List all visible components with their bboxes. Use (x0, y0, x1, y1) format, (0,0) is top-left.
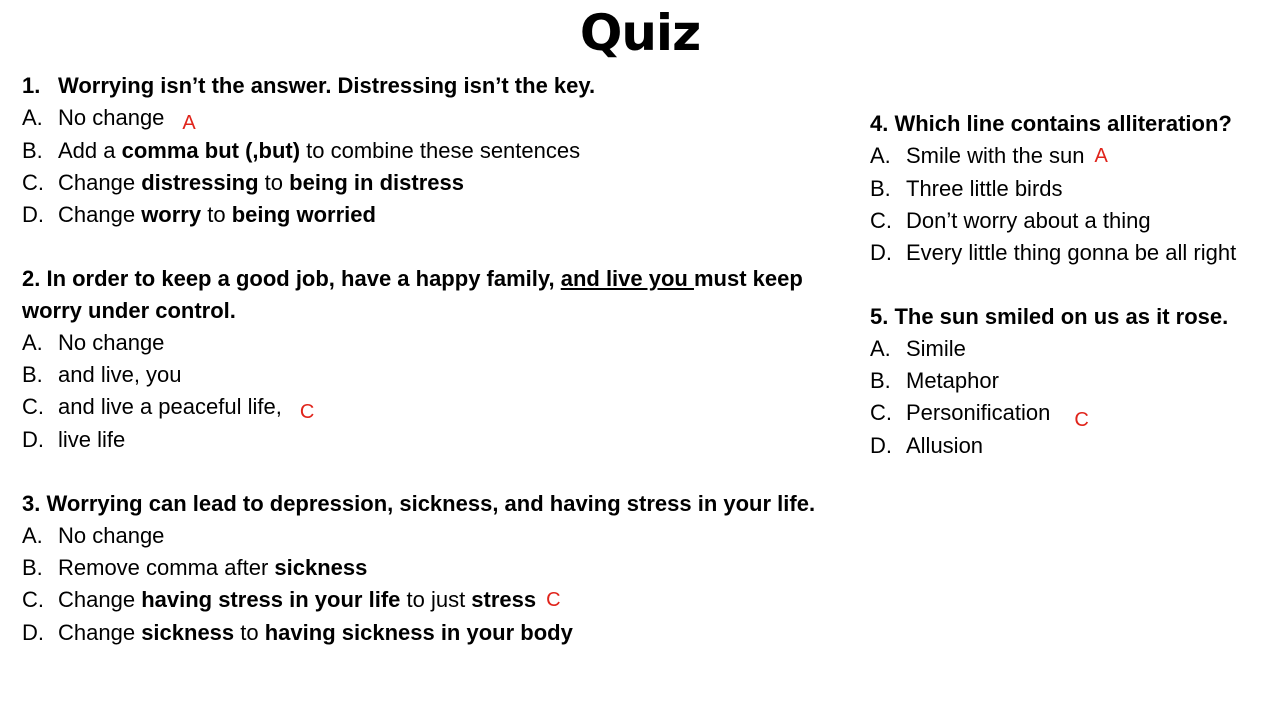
option-text: and live a peaceful life, (58, 394, 282, 419)
question-text: 2. In order to keep a good job, have a happy family, (22, 266, 561, 291)
option-letter: C. (870, 400, 892, 425)
option-1b (22, 135, 862, 167)
option-3c (22, 584, 862, 617)
answer-mark: C (299, 401, 315, 423)
option-letter: C. (22, 394, 44, 419)
option-text: Personification (906, 400, 1051, 425)
page-title: Quiz (579, 4, 701, 62)
option-text: Change (58, 170, 142, 195)
option-5b (870, 365, 1270, 397)
option-letter: D. (22, 427, 44, 452)
option-text: Smile with the sun (906, 143, 1085, 168)
option-letter: A. (870, 336, 891, 361)
question-number: 1. (22, 73, 41, 98)
option-4b (870, 173, 1270, 205)
question-5: 5. The sun smiled on us as it rose. (870, 304, 1229, 329)
option-letter: C. (870, 208, 892, 233)
option-text-bold: stress (471, 587, 537, 612)
option-letter: D. (22, 202, 44, 227)
option-text: to (234, 620, 265, 645)
option-text-bold: sickness (141, 620, 235, 645)
option-text: to (258, 170, 290, 195)
option-5c (870, 397, 1270, 430)
option-letter: D. (870, 433, 892, 458)
option-text-bold: worry (141, 202, 202, 227)
option-text: Add a (58, 138, 122, 163)
option-text-bold: being in distress (289, 170, 464, 195)
option-text: Metaphor (906, 368, 999, 393)
option-1d (22, 199, 862, 231)
option-letter: B. (22, 362, 43, 387)
option-4d (870, 237, 1270, 269)
option-5d (870, 430, 1270, 462)
option-letter: A. (870, 143, 891, 168)
underlined-text: and live you (560, 266, 694, 291)
option-2b (22, 359, 862, 391)
option-3b (22, 552, 862, 584)
option-text-bold: having sickness in your body (264, 620, 573, 645)
option-4a (870, 140, 1270, 173)
option-5a (870, 333, 1270, 365)
option-letter: D. (22, 620, 44, 645)
option-letter: C. (22, 170, 44, 195)
question-2-continued: worry under control. (22, 298, 236, 323)
right-column (870, 108, 1270, 462)
option-text: and live, you (58, 362, 182, 387)
option-text: Simile (906, 336, 966, 361)
answer-mark: C (1074, 409, 1089, 431)
option-letter: A. (22, 523, 43, 548)
question-1 (22, 70, 862, 102)
option-letter: B. (870, 176, 891, 201)
option-letter: A. (22, 105, 43, 130)
option-4c (870, 205, 1270, 237)
option-letter: B. (22, 138, 43, 163)
option-text-bold: being worried (231, 202, 376, 227)
option-2a (22, 327, 862, 359)
option-1a (22, 102, 862, 135)
option-2c (22, 391, 862, 424)
option-text: live life (58, 427, 126, 452)
option-text-bold: distressing (141, 170, 259, 195)
option-text: No change (58, 105, 165, 130)
answer-mark: A (1094, 145, 1108, 167)
question-text: Worrying isn’t the answer. Distressing isn’t the key. (58, 73, 596, 98)
option-letter: D. (870, 240, 892, 265)
question-2 (22, 263, 862, 295)
option-text: Three little birds (906, 176, 1063, 201)
option-text: Remove comma after (58, 555, 275, 580)
option-text: Allusion (906, 433, 984, 458)
option-text: to combine these sentences (300, 138, 581, 163)
option-text: Change (58, 587, 142, 612)
option-text-bold: having stress in your life (141, 587, 401, 612)
option-letter: A. (22, 330, 43, 355)
option-text: No change (58, 523, 165, 548)
question-3: 3. Worrying can lead to depression, sickness, and having stress in your life. (22, 491, 816, 516)
left-column (22, 70, 862, 649)
option-text: Every little thing gonna be all right (906, 240, 1237, 265)
option-text: Don’t worry about a thing (906, 208, 1151, 233)
option-text: Change (58, 620, 142, 645)
option-3d (22, 617, 862, 649)
option-3a (22, 520, 862, 552)
question-4: 4. Which line contains alliteration? (870, 111, 1232, 136)
option-letter: B. (870, 368, 891, 393)
option-text: to (201, 202, 232, 227)
option-1c (22, 167, 862, 199)
option-text: No change (58, 330, 165, 355)
answer-mark: A (182, 112, 196, 134)
option-2d (22, 424, 862, 456)
option-text-bold: comma but (,but) (121, 138, 301, 163)
option-text: to just (400, 587, 472, 612)
question-text: must keep (693, 266, 803, 291)
option-letter: C. (22, 587, 44, 612)
option-text: Change (58, 202, 142, 227)
option-text-bold: sickness (274, 555, 368, 580)
answer-mark: C (546, 589, 561, 611)
option-letter: B. (22, 555, 43, 580)
